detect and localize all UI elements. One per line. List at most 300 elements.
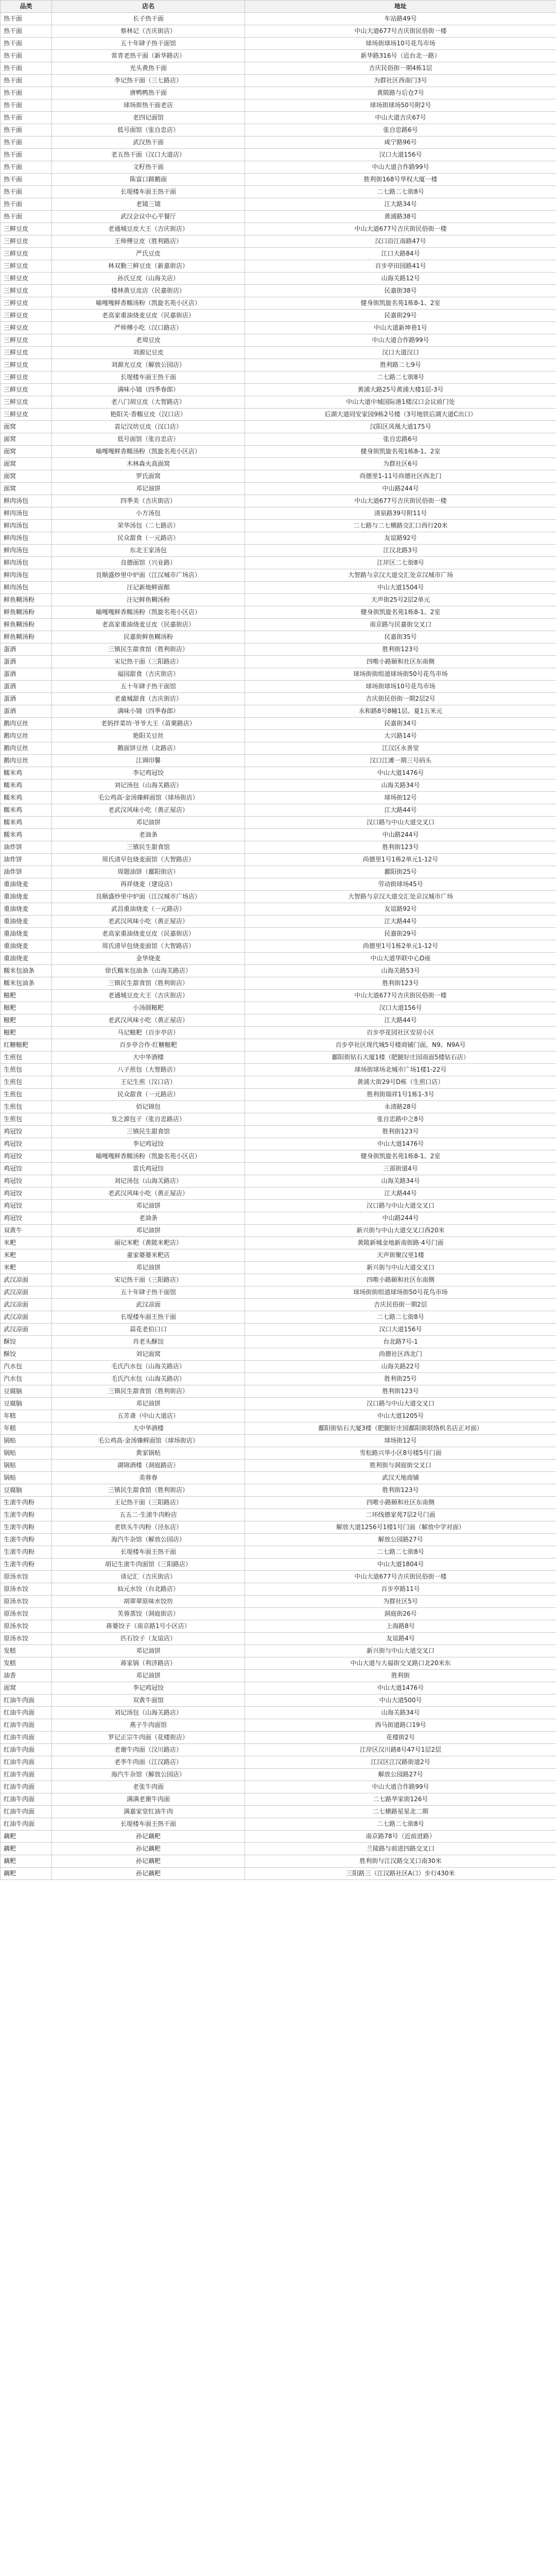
address-cell: 张自忠路6号 xyxy=(245,124,556,137)
category-cell: 油炸饼 xyxy=(1,866,52,878)
shop-name-cell: 五五二·生滚牛肉粉店 xyxy=(52,1509,245,1521)
address-cell: 中山大道1205号 xyxy=(245,1410,556,1422)
table-row xyxy=(1,767,556,779)
category-cell: 面窝 xyxy=(1,421,52,433)
address-cell: 胜利街瑞祥1号1栋1-3号 xyxy=(245,1089,556,1101)
address-cell: 球场街球场50号附2号 xyxy=(245,99,556,112)
shop-name-cell: 五十年肆子热干面馆 xyxy=(52,1286,245,1299)
address-cell: 中山大道677号吉庆街民俗街一楼 xyxy=(245,1571,556,1583)
category-cell: 三鲜豆皮 xyxy=(1,409,52,421)
address-cell: 中山大道与大福街交叉路口北20米东 xyxy=(245,1657,556,1670)
table-row xyxy=(1,532,556,545)
shop-name-cell: 邓记油饼 xyxy=(52,817,245,829)
address-cell: 山海关路34号 xyxy=(245,779,556,792)
shop-name-cell: 喻嘎嘎鲜香糯汤粉（凯旋名苑小区店） xyxy=(52,606,245,619)
table-row xyxy=(1,1212,556,1225)
shop-name-cell: 李记鸡冠饺 xyxy=(52,1138,245,1150)
table-row xyxy=(1,137,556,149)
address-cell: 汉口沿江南路47号 xyxy=(245,235,556,248)
table-row xyxy=(1,705,556,718)
shop-name-cell: 常青老热干面（新华路店） xyxy=(52,50,245,62)
category-cell: 热干面 xyxy=(1,211,52,223)
category-cell: 生滚牛肉粉 xyxy=(1,1497,52,1509)
shop-name-cell: 邓记油饼 xyxy=(52,1398,245,1410)
shop-name-cell: 武汉热干面 xyxy=(52,137,245,149)
category-cell: 重油烧麦 xyxy=(1,916,52,928)
shop-name-cell: 老通城豆皮大王（吉庆街店） xyxy=(52,223,245,235)
shop-name-cell: 老妈拌菜坊·爷爷大王（苗栗路店） xyxy=(52,718,245,730)
address-cell: 新兴街与中山大道交叉口 xyxy=(245,1645,556,1657)
shop-name-cell: 蔡林记（吉庆街店） xyxy=(52,25,245,38)
category-cell: 热干面 xyxy=(1,75,52,87)
category-cell: 生煎包 xyxy=(1,1113,52,1126)
category-cell: 蛋酒 xyxy=(1,668,52,681)
category-cell: 三鲜豆皮 xyxy=(1,297,52,310)
category-cell: 鸡冠饺 xyxy=(1,1200,52,1212)
shop-name-cell: 蒋家锅（利济路店） xyxy=(52,1657,245,1670)
table-row xyxy=(1,693,556,705)
table-row xyxy=(1,520,556,532)
address-cell: 健身街凯旋名苑1栋8-1、2室 xyxy=(245,606,556,619)
address-cell: 武汉天地商铺 xyxy=(245,1472,556,1484)
category-cell: 豆腐脑 xyxy=(1,1398,52,1410)
table-row xyxy=(1,198,556,211)
table-row xyxy=(1,866,556,878)
address-cell: 山海关路34号 xyxy=(245,1707,556,1719)
category-cell: 原汤水饺 xyxy=(1,1596,52,1608)
address-cell: 二七路二七街8号 xyxy=(245,371,556,384)
table-row xyxy=(1,755,556,767)
address-cell: 胜利街 xyxy=(245,1670,556,1682)
category-cell: 鲜肉汤包 xyxy=(1,520,52,532)
shop-name-cell: 五十年肆子热干面馆 xyxy=(52,681,245,693)
shop-name-cell: 良顺盛炒里中炉面（江汉城市广场店） xyxy=(52,891,245,903)
table-row xyxy=(1,174,556,186)
address-cell: 山海关路12号 xyxy=(245,273,556,285)
category-cell: 藕粑 xyxy=(1,1855,52,1868)
address-cell: 中山大道合作路99号 xyxy=(245,161,556,174)
address-cell: 为群社区西南门3号 xyxy=(245,75,556,87)
category-cell: 热干面 xyxy=(1,13,52,25)
shop-name-cell: 匹石饺子（友谊店） xyxy=(52,1633,245,1645)
shop-name-cell: 双黄牛面馆 xyxy=(52,1694,245,1707)
address-cell: 雪松路兴华小区8号楼5号门面 xyxy=(245,1447,556,1460)
header-category: 品类 xyxy=(1,1,52,13)
category-cell: 重油烧麦 xyxy=(1,953,52,965)
address-cell: 汉阳区凤凰大道175号 xyxy=(245,421,556,433)
shop-name-cell: 邓记油饼 xyxy=(52,483,245,495)
table-row xyxy=(1,507,556,520)
table-row xyxy=(1,730,556,742)
address-cell: 解放公园路27号 xyxy=(245,1534,556,1546)
address-cell: 后湖大道同安家园9栋2号楼（3号地铁后湖大道C出口） xyxy=(245,409,556,421)
shop-name-cell: 东北王家汤包 xyxy=(52,545,245,557)
category-cell: 红油牛肉面 xyxy=(1,1793,52,1806)
table-body xyxy=(1,13,556,1880)
shop-name-cell: 五芳斋（中山大道店） xyxy=(52,1410,245,1422)
shop-name-cell: 大中华酒楼 xyxy=(52,1422,245,1435)
category-cell: 热干面 xyxy=(1,137,52,149)
table-row xyxy=(1,1163,556,1175)
category-cell: 三鲜豆皮 xyxy=(1,384,52,396)
table-row xyxy=(1,1670,556,1682)
address-cell: 江汉北路3号 xyxy=(245,545,556,557)
shop-name-cell: 再祥烧麦（建设店） xyxy=(52,878,245,891)
address-cell: 大兴路14号 xyxy=(245,730,556,742)
shop-name-cell: 蒋婆饺子（南京路1号小区店） xyxy=(52,1620,245,1633)
shop-name-cell: 汪记新地鲜面館 xyxy=(52,582,245,594)
address-cell: 健身街凯旋名苑1栋8-1、2室 xyxy=(245,446,556,458)
shop-name-cell: 徐氏糯米包油条（山海关路店） xyxy=(52,965,245,977)
category-cell: 鲜肉汤包 xyxy=(1,545,52,557)
table-row xyxy=(1,1806,556,1818)
category-cell: 红油牛肉面 xyxy=(1,1818,52,1831)
category-cell: 热干面 xyxy=(1,174,52,186)
address-cell: 大智路与京汉大道交汇处京汉城市广场 xyxy=(245,891,556,903)
shop-name-cell: 小方汤包 xyxy=(52,507,245,520)
shop-name-cell: 老镜三镜 xyxy=(52,198,245,211)
table-row xyxy=(1,916,556,928)
shop-name-cell: 满满老谢牛肉面 xyxy=(52,1793,245,1806)
shop-name-cell: 王记生煎（汉口店） xyxy=(52,1076,245,1089)
table-row xyxy=(1,1150,556,1163)
address-cell: 球场街球场北城市广场1楼1-22号 xyxy=(245,1064,556,1076)
shop-name-cell: 老铁头牛肉粉（泾东店） xyxy=(52,1521,245,1534)
table-row xyxy=(1,458,556,470)
shop-name-cell: 球场街热干面老店 xyxy=(52,99,245,112)
category-cell: 糍粑 xyxy=(1,1014,52,1027)
table-row xyxy=(1,1707,556,1719)
table-row xyxy=(1,1596,556,1608)
shop-name-cell: 艳阳关·香糯豆皮（汉口店） xyxy=(52,409,245,421)
table-row xyxy=(1,384,556,396)
table-row xyxy=(1,1509,556,1521)
address-cell: 胜利街与洞庭街交叉口 xyxy=(245,1460,556,1472)
table-row xyxy=(1,1076,556,1089)
category-cell: 热干面 xyxy=(1,87,52,99)
category-cell: 原汤水饺 xyxy=(1,1608,52,1620)
address-cell: 胜利街168号华权大厦一楼 xyxy=(245,174,556,186)
category-cell: 鲜肉汤包 xyxy=(1,582,52,594)
shop-name-cell: 文籽热干面 xyxy=(52,161,245,174)
category-cell: 糯米鸡 xyxy=(1,829,52,841)
address-cell: 中山大道677号吉庆街民俗街一楼 xyxy=(245,223,556,235)
table-row xyxy=(1,878,556,891)
address-cell: 江岸区汉川路8号47号1层2层 xyxy=(245,1744,556,1756)
shop-name-cell: 老李牛肉面（江汉路店） xyxy=(52,1756,245,1769)
category-cell: 藕粑 xyxy=(1,1843,52,1855)
shop-name-cell: 肖老头酥饺 xyxy=(52,1336,245,1348)
address-cell: 健身街凯旋名苑1栋8-1、2室 xyxy=(245,1150,556,1163)
address-cell: 西马街道路口19号 xyxy=(245,1719,556,1732)
shop-name-cell: 孙记藕粑 xyxy=(52,1855,245,1868)
category-cell: 鲜鱼糊汤粉 xyxy=(1,606,52,619)
table-row xyxy=(1,112,556,124)
address-cell: 民嘉街35号 xyxy=(245,631,556,643)
table-row xyxy=(1,75,556,87)
category-cell: 红糖糍粑 xyxy=(1,1039,52,1052)
table-row xyxy=(1,1175,556,1188)
table-row xyxy=(1,1682,556,1694)
shop-name-cell: 李记热干面（三七路店） xyxy=(52,75,245,87)
table-row xyxy=(1,1657,556,1670)
address-cell: 球场街街组道球场街50号花鸟市场 xyxy=(245,1286,556,1299)
address-cell: 江汉区江汉路街道2号 xyxy=(245,1756,556,1769)
address-cell: 黄浦大路25号黄浦大楼1层-3号 xyxy=(245,384,556,396)
table-row xyxy=(1,446,556,458)
address-cell: 吉庆民俗街一期2层 xyxy=(245,1299,556,1311)
category-cell: 米粑 xyxy=(1,1249,52,1262)
table-row xyxy=(1,1781,556,1793)
category-cell: 热干面 xyxy=(1,161,52,174)
table-row xyxy=(1,1484,556,1497)
address-cell: 黄浦大街29号D栋（生煎口店） xyxy=(245,1076,556,1089)
category-cell: 蛋酒 xyxy=(1,681,52,693)
table-row xyxy=(1,1521,556,1534)
address-cell: 中山路244号 xyxy=(245,483,556,495)
shop-name-cell: 荣华汤包（二七路店） xyxy=(52,520,245,532)
table-row xyxy=(1,656,556,668)
shop-name-cell: 佰记锦包 xyxy=(52,1101,245,1113)
table-row xyxy=(1,1546,556,1558)
category-cell: 锅贴 xyxy=(1,1435,52,1447)
address-cell: 汉口路与中山大道交叉口 xyxy=(245,1398,556,1410)
category-cell: 蛋酒 xyxy=(1,693,52,705)
category-cell: 鸡冠饺 xyxy=(1,1138,52,1150)
table-row xyxy=(1,1324,556,1336)
shop-name-cell: 低号面馆（张自忠店） xyxy=(52,433,245,446)
table-row xyxy=(1,557,556,569)
category-cell: 红油牛肉面 xyxy=(1,1707,52,1719)
table-row xyxy=(1,829,556,841)
shop-name-cell: 长子热干面 xyxy=(52,13,245,25)
table-row xyxy=(1,1694,556,1707)
address-cell: 中山大道1476号 xyxy=(245,1682,556,1694)
shop-name-cell: 老八门胡豆皮（大智路店） xyxy=(52,396,245,409)
table-row xyxy=(1,582,556,594)
category-cell: 年糕 xyxy=(1,1410,52,1422)
shop-name-cell: 林双勤三鲜豆皮（新嘉街店） xyxy=(52,260,245,273)
shop-name-cell: 王记热干面（三阳路店） xyxy=(52,1497,245,1509)
address-cell: 解放公园路27号 xyxy=(245,1769,556,1781)
table-row xyxy=(1,1225,556,1237)
table-row xyxy=(1,223,556,235)
shop-name-cell: 邓记油饼 xyxy=(52,1670,245,1682)
shop-name-cell: 三镇民生甜食馆 xyxy=(52,1126,245,1138)
category-cell: 面窝 xyxy=(1,446,52,458)
address-cell: 中山大道1804号 xyxy=(245,1558,556,1571)
address-cell: 江岸区二七街8号 xyxy=(245,557,556,569)
shop-name-cell: 老油条 xyxy=(52,1212,245,1225)
address-cell: 友谊路92号 xyxy=(245,532,556,545)
category-cell: 红油牛肉面 xyxy=(1,1781,52,1793)
category-cell: 糯米包油条 xyxy=(1,977,52,990)
category-cell: 藕粑 xyxy=(1,1868,52,1880)
category-cell: 重油烧麦 xyxy=(1,891,52,903)
shop-name-cell: 刘记汤包（山海关路店） xyxy=(52,1707,245,1719)
address-cell: 天声街聚汉里1楼 xyxy=(245,1249,556,1262)
category-cell: 鲜鱼糊汤粉 xyxy=(1,631,52,643)
address-cell: 胜利街与江汉路交叉口南30米 xyxy=(245,1855,556,1868)
shop-name-cell: 长堤楼车面王热干面 xyxy=(52,1311,245,1324)
address-cell: 胜利街25号 xyxy=(245,1373,556,1385)
table-row xyxy=(1,161,556,174)
table-row xyxy=(1,990,556,1002)
table-row xyxy=(1,1262,556,1274)
category-cell: 蛋酒 xyxy=(1,656,52,668)
shop-name-cell: 江调印馨 xyxy=(52,755,245,767)
address-cell: 洞庭街26号 xyxy=(245,1608,556,1620)
address-cell: 台北路7号-1 xyxy=(245,1336,556,1348)
shop-name-cell: 百步亭合作·红糖糍粑 xyxy=(52,1039,245,1052)
category-cell: 热干面 xyxy=(1,124,52,137)
shop-name-cell: 罗记正宗牛肉面（花楼街店） xyxy=(52,1732,245,1744)
shop-name-cell: 谈记汇（吉庆街店） xyxy=(52,1571,245,1583)
shop-name-cell: 三镇民生甜食馆（胜利街店） xyxy=(52,643,245,656)
shop-name-cell: 发之源包子（张自忠路店） xyxy=(52,1113,245,1126)
address-cell: 中山大道合作路99号 xyxy=(245,1781,556,1793)
table-row xyxy=(1,13,556,25)
table-row xyxy=(1,310,556,322)
address-cell: 汉口江滩一期三号码头 xyxy=(245,755,556,767)
category-cell: 糯米鸡 xyxy=(1,817,52,829)
category-cell: 糍粑 xyxy=(1,990,52,1002)
address-cell: 胜利街123号 xyxy=(245,977,556,990)
table-row xyxy=(1,359,556,371)
table-row xyxy=(1,1583,556,1596)
table-row xyxy=(1,62,556,75)
table-row xyxy=(1,1744,556,1756)
category-cell: 三鲜豆皮 xyxy=(1,347,52,359)
address-cell: 吉庆街民俗街一期2层2号 xyxy=(245,693,556,705)
table-row xyxy=(1,235,556,248)
category-cell: 鲜肉汤包 xyxy=(1,495,52,507)
category-cell: 武汉凉面 xyxy=(1,1286,52,1299)
address-cell: 南京路78号（近前进路） xyxy=(245,1831,556,1843)
table-row xyxy=(1,1027,556,1039)
category-cell: 热干面 xyxy=(1,149,52,161)
shop-name-cell: 老五热干面（汉口大道店） xyxy=(52,149,245,161)
address-cell: 上海路8号 xyxy=(245,1620,556,1633)
address-cell: 胜利路二七9号 xyxy=(245,359,556,371)
shop-name-cell: 毛氏汽水包（山海关路店） xyxy=(52,1373,245,1385)
category-cell: 三鲜豆皮 xyxy=(1,396,52,409)
table-row xyxy=(1,1237,556,1249)
table-row xyxy=(1,594,556,606)
shop-name-cell: 老张牛肉面 xyxy=(52,1781,245,1793)
shop-name-cell: 三镇民生甜食馆（胜利街店） xyxy=(52,977,245,990)
category-cell: 红油牛肉面 xyxy=(1,1756,52,1769)
shop-name-cell: 艳阳关豆丝 xyxy=(52,730,245,742)
address-cell: 民嘉街29号 xyxy=(245,928,556,940)
shop-name-cell: 李记鸡冠饺 xyxy=(52,1682,245,1694)
category-cell: 米粑 xyxy=(1,1262,52,1274)
table-row xyxy=(1,1558,556,1571)
shop-name-cell: 四季美（吉庆街店） xyxy=(52,495,245,507)
address-cell: 汉口大道156号 xyxy=(245,149,556,161)
address-cell: 百步亭花园社区安居小区 xyxy=(245,1027,556,1039)
table-row xyxy=(1,1002,556,1014)
category-cell: 糯米鸡 xyxy=(1,792,52,804)
address-cell: 中山大道1476号 xyxy=(245,1138,556,1150)
shop-name-cell: 蒜花老伯口口 xyxy=(52,1324,245,1336)
shop-name-cell: 长堤楼车面王热干面 xyxy=(52,371,245,384)
category-cell: 生煎包 xyxy=(1,1101,52,1113)
header-address: 地址 xyxy=(245,1,556,13)
table-row xyxy=(1,643,556,656)
category-cell: 糯米鸡 xyxy=(1,804,52,817)
address-cell: 永清路28号 xyxy=(245,1101,556,1113)
table-row xyxy=(1,718,556,730)
table-row xyxy=(1,1373,556,1385)
shop-name-cell: 民众甜食（一元路店） xyxy=(52,1089,245,1101)
shop-name-cell: 胡记生滚牛肉面馆（三阳路店） xyxy=(52,1558,245,1571)
shop-name-cell: 老高家重油烧麦豆皮（民嘉街店） xyxy=(52,928,245,940)
shop-name-cell: 老高家重油烧麦豆皮（民嘉街店） xyxy=(52,619,245,631)
address-cell: 胜利街123号 xyxy=(245,1126,556,1138)
table-row xyxy=(1,891,556,903)
category-cell: 藕粑 xyxy=(1,1831,52,1843)
address-cell: 汉口路与中山大道交叉口 xyxy=(245,1200,556,1212)
table-row xyxy=(1,99,556,112)
category-cell: 鲜肉汤包 xyxy=(1,532,52,545)
address-cell: 新华路316号（近台北一路） xyxy=(245,50,556,62)
address-cell: 中山路244号 xyxy=(245,829,556,841)
table-row xyxy=(1,1410,556,1422)
shop-name-cell: 黄家锅贴 xyxy=(52,1447,245,1460)
category-cell: 生滚牛肉粉 xyxy=(1,1521,52,1534)
address-cell: 中山大道华联中心D座 xyxy=(245,953,556,965)
table-row xyxy=(1,1089,556,1101)
table-row xyxy=(1,854,556,866)
table-row xyxy=(1,1361,556,1373)
address-cell: 四唯小路颐和社区东南侧 xyxy=(245,656,556,668)
table-row xyxy=(1,38,556,50)
category-cell: 红油牛肉面 xyxy=(1,1732,52,1744)
shop-name-cell: 孙记藕粑 xyxy=(52,1831,245,1843)
category-cell: 蛋酒 xyxy=(1,643,52,656)
address-cell: 南京路与民嘉街交叉口 xyxy=(245,619,556,631)
category-cell: 双黄牛 xyxy=(1,1225,52,1237)
table-row xyxy=(1,1608,556,1620)
category-cell: 糍粑 xyxy=(1,1002,52,1014)
table-row xyxy=(1,1534,556,1546)
address-cell: 中山大道677号吉庆街民俗街一楼 xyxy=(245,25,556,38)
address-cell: 山海关路22号 xyxy=(245,1361,556,1373)
shop-name-cell: 老通城豆皮大王（吉庆街店） xyxy=(52,990,245,1002)
shop-name-cell: 美蓉春 xyxy=(52,1472,245,1484)
table-row xyxy=(1,1138,556,1150)
address-cell: 天声街25号2层2单元 xyxy=(245,594,556,606)
shop-name-cell: 木林森火高面窝 xyxy=(52,458,245,470)
address-cell: 胜利街123号 xyxy=(245,1484,556,1497)
table-row xyxy=(1,1460,556,1472)
shop-name-cell: 严师傅小吃（汉口路店） xyxy=(52,322,245,334)
category-cell: 糯米鸡 xyxy=(1,767,52,779)
category-cell: 热干面 xyxy=(1,186,52,198)
shop-name-cell: 邓记油饼 xyxy=(52,1225,245,1237)
address-cell: 汉口大道156号 xyxy=(245,1002,556,1014)
category-cell: 鹅肉豆丝 xyxy=(1,718,52,730)
shop-name-cell: 良顺盛炒里中炉面（江汉城市广场店） xyxy=(52,569,245,582)
shop-name-cell: 孙记藕粑 xyxy=(52,1868,245,1880)
shop-name-cell: 三镇民生甜食馆 xyxy=(52,841,245,854)
shop-name-cell: 邓记油饼 xyxy=(52,1200,245,1212)
table-row xyxy=(1,1274,556,1286)
table-row xyxy=(1,1126,556,1138)
shop-name-cell: 老武汉风味小吃（黄正屋店） xyxy=(52,804,245,817)
table-row xyxy=(1,977,556,990)
